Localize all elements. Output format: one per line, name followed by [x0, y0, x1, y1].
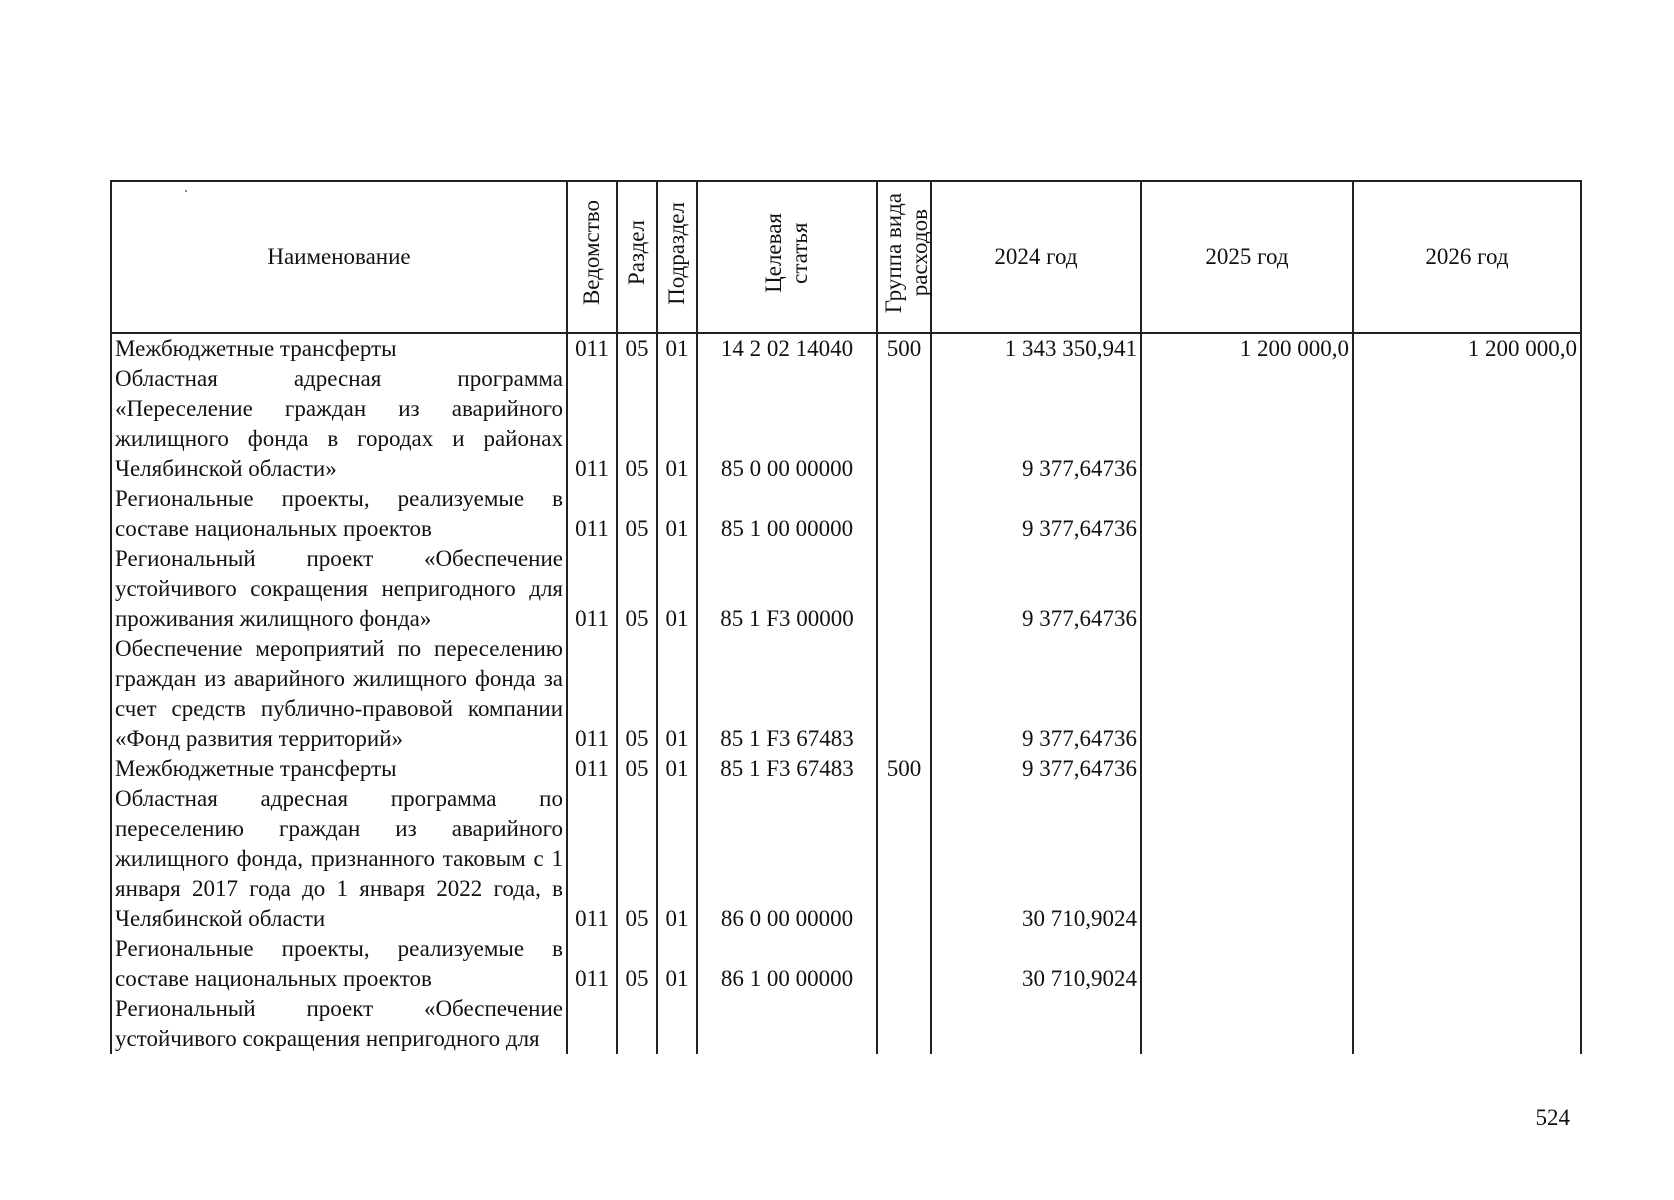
row-tselevaya-statya: 85 1 F3 67483	[697, 754, 877, 784]
table-row	[111, 484, 1581, 544]
row-razdel: 05	[617, 934, 657, 994]
budget-table	[110, 180, 1582, 1054]
row-podrazdel: 01	[657, 544, 697, 634]
row-2026	[1353, 784, 1581, 934]
row-vedomstvo: 011	[567, 544, 617, 634]
header-podrazdel-label: Подраздел	[664, 201, 689, 305]
row-razdel	[617, 994, 657, 1054]
row-2024: 9 377,64736	[931, 484, 1141, 544]
row-2025	[1141, 754, 1353, 784]
row-vedomstvo: 011	[567, 484, 617, 544]
header-2025	[1141, 181, 1353, 333]
row-podrazdel: 01	[657, 333, 697, 364]
row-gruppa	[877, 994, 931, 1054]
row-tselevaya-statya: 14 2 02 14040	[697, 333, 877, 364]
row-tselevaya-statya: 85 1 00 00000	[697, 484, 877, 544]
row-razdel: 05	[617, 784, 657, 934]
row-2024: 9 377,64736	[931, 634, 1141, 754]
row-2024: 30 710,9024	[931, 784, 1141, 934]
header-2024-label: 2024 год	[994, 244, 1078, 269]
header-tselevaya-statya	[697, 181, 877, 333]
row-name: Межбюджетные трансферты	[111, 333, 567, 364]
table-row	[111, 784, 1581, 934]
row-razdel: 05	[617, 754, 657, 784]
header-gruppa-label: Группа вида расходов	[881, 192, 932, 314]
row-gruppa: 500	[877, 333, 931, 364]
table-row	[111, 754, 1581, 784]
row-gruppa	[877, 484, 931, 544]
row-name: Региональный проект «Обеспечение устойчивого сокращения непригодного для	[111, 994, 567, 1054]
row-podrazdel: 01	[657, 634, 697, 754]
row-tselevaya-statya	[697, 994, 877, 1054]
row-2025	[1141, 634, 1353, 754]
row-2026	[1353, 484, 1581, 544]
row-name: Региональные проекты, реализуемые в составе национальных проектов	[111, 934, 567, 994]
row-2026	[1353, 994, 1581, 1054]
row-2025	[1141, 784, 1353, 934]
row-vedomstvo: 011	[567, 333, 617, 364]
row-2024	[931, 994, 1141, 1054]
table-row	[111, 364, 1581, 484]
row-2026	[1353, 934, 1581, 994]
row-razdel: 05	[617, 634, 657, 754]
row-name: Региональные проекты, реализуемые в составе национальных проектов	[111, 484, 567, 544]
header-name	[111, 181, 567, 333]
row-2025	[1141, 364, 1353, 484]
row-2026	[1353, 364, 1581, 484]
row-gruppa	[877, 634, 931, 754]
row-vedomstvo: 011	[567, 784, 617, 934]
table-header	[111, 181, 1581, 333]
header-name-label: Наименование	[267, 244, 411, 269]
row-2026: 1 200 000,0	[1353, 333, 1581, 364]
budget-table-container	[110, 180, 1582, 1054]
row-2026	[1353, 754, 1581, 784]
table-row	[111, 544, 1581, 634]
row-vedomstvo: 011	[567, 934, 617, 994]
row-razdel: 05	[617, 333, 657, 364]
row-vedomstvo: 011	[567, 364, 617, 484]
row-name: Областная адресная программа по переселению граждан из аварийного жилищного фонда, признанного таковым с 1 января 2017 года до 1 января 2022 года, в Челябинской области	[111, 784, 567, 934]
row-2024: 9 377,64736	[931, 544, 1141, 634]
header-2024	[931, 181, 1141, 333]
row-2024: 9 377,64736	[931, 364, 1141, 484]
header-2026-label: 2026 год	[1425, 244, 1509, 269]
row-podrazdel	[657, 994, 697, 1054]
row-tselevaya-statya: 86 0 00 00000	[697, 784, 877, 934]
table-row	[111, 333, 1581, 364]
header-vedomstvo	[567, 181, 617, 333]
row-gruppa	[877, 544, 931, 634]
header-2025-label: 2025 год	[1205, 244, 1289, 269]
table-row	[111, 934, 1581, 994]
row-2026	[1353, 634, 1581, 754]
row-name: Областная адресная программа «Переселение граждан из аварийного жилищного фонда в городах и районах Челябинской области»	[111, 364, 567, 484]
row-name: Региональный проект «Обеспечение устойчивого сокращения непригодного для проживания жилищного фонда»	[111, 544, 567, 634]
row-2025	[1141, 484, 1353, 544]
row-name: Обеспечение мероприятий по переселению граждан из аварийного жилищного фонда за счет средств публично-правовой компании «Фонд развития территорий»	[111, 634, 567, 754]
row-2025	[1141, 544, 1353, 634]
header-gruppa-vida-raskhodov	[877, 181, 931, 333]
header-2026	[1353, 181, 1581, 333]
row-2025	[1141, 934, 1353, 994]
row-2024: 9 377,64736	[931, 754, 1141, 784]
row-podrazdel: 01	[657, 364, 697, 484]
row-razdel: 05	[617, 364, 657, 484]
row-gruppa	[877, 784, 931, 934]
page-number: 524	[1535, 1105, 1570, 1130]
header-razdel	[617, 181, 657, 333]
row-podrazdel: 01	[657, 784, 697, 934]
table-row	[111, 634, 1581, 754]
row-2025	[1141, 994, 1353, 1054]
row-tselevaya-statya: 85 1 F3 00000	[697, 544, 877, 634]
row-gruppa: 500	[877, 754, 931, 784]
row-podrazdel: 01	[657, 484, 697, 544]
row-2024: 1 343 350,941	[931, 333, 1141, 364]
header-razdel-label: Раздел	[624, 220, 649, 286]
row-name: Межбюджетные трансферты	[111, 754, 567, 784]
row-podrazdel: 01	[657, 934, 697, 994]
row-razdel: 05	[617, 484, 657, 544]
header-vedomstvo-label: Ведомство	[579, 200, 604, 306]
row-tselevaya-statya: 86 1 00 00000	[697, 934, 877, 994]
row-2025: 1 200 000,0	[1141, 333, 1353, 364]
row-podrazdel: 01	[657, 754, 697, 784]
row-gruppa	[877, 934, 931, 994]
row-gruppa	[877, 364, 931, 484]
row-2026	[1353, 544, 1581, 634]
header-podrazdel	[657, 181, 697, 333]
header-tselevaya-label: Целевая статья	[761, 213, 812, 293]
row-vedomstvo: 011	[567, 754, 617, 784]
row-vedomstvo	[567, 994, 617, 1054]
row-razdel: 05	[617, 544, 657, 634]
row-tselevaya-statya: 85 0 00 00000	[697, 364, 877, 484]
table-body	[111, 333, 1581, 1054]
table-row	[111, 994, 1581, 1054]
row-vedomstvo: 011	[567, 634, 617, 754]
row-tselevaya-statya: 85 1 F3 67483	[697, 634, 877, 754]
row-2024: 30 710,9024	[931, 934, 1141, 994]
